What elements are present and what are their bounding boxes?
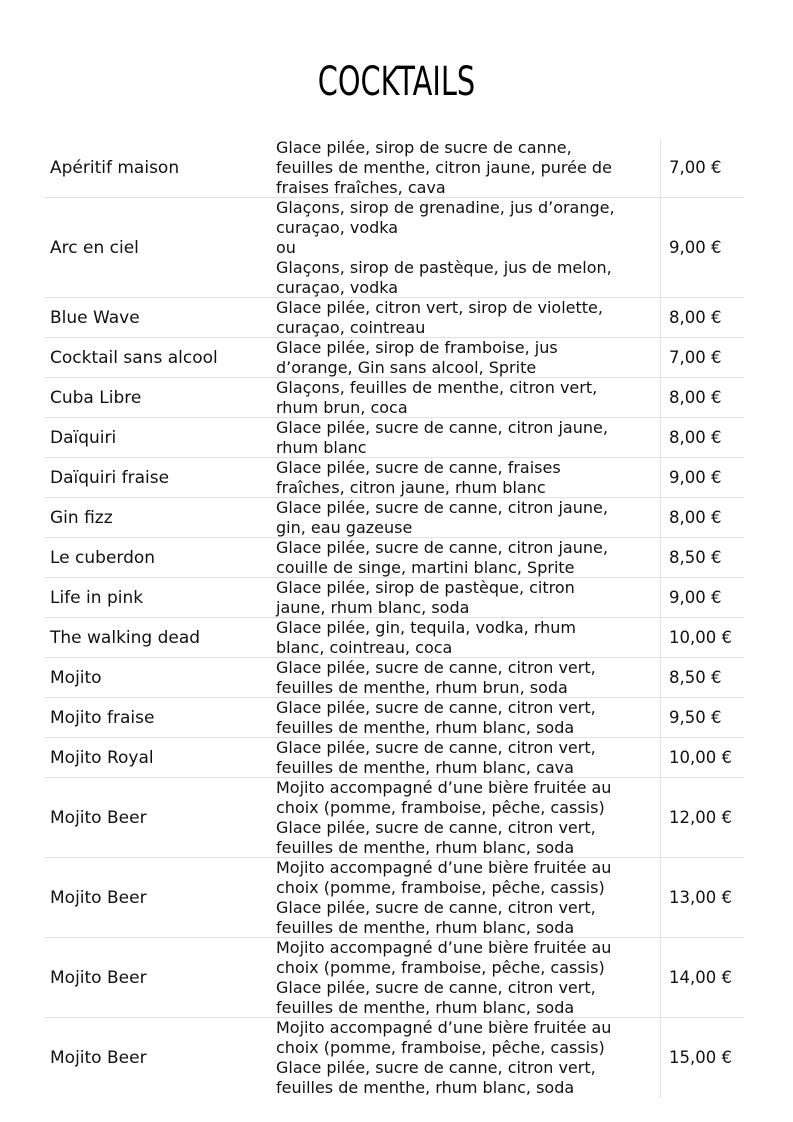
cocktail-name: Cuba Libre — [50, 387, 142, 408]
cocktail-ingredients-cell — [271, 138, 661, 197]
cocktail-ingredients-cell — [271, 658, 661, 697]
menu-row — [44, 778, 744, 858]
cocktail-name: Mojito — [50, 667, 102, 688]
cocktail-ingredients: Glace pilée, sucre de canne, citron vert, feuilles de menthe, rhum brun, soda — [276, 657, 596, 697]
menu-row — [44, 298, 744, 338]
cocktail-name: Apéritif maison — [50, 157, 180, 178]
cocktail-ingredients-cell — [271, 538, 661, 577]
cocktail-price: 9,00 € — [669, 237, 722, 257]
cocktail-name: Blue Wave — [50, 307, 140, 328]
cocktail-ingredients-cell — [271, 1018, 661, 1098]
cocktail-ingredients-cell — [271, 418, 661, 457]
cocktail-price: 14,00 € — [669, 967, 732, 987]
cocktail-name: Gin fizz — [50, 507, 113, 528]
cocktail-price: 9,00 € — [669, 587, 722, 607]
menu-row — [44, 138, 744, 198]
menu-row — [44, 338, 744, 378]
cocktail-price: 10,00 € — [669, 627, 732, 647]
cocktail-name: Le cuberdon — [50, 547, 156, 568]
cocktail-name: Mojito Royal — [50, 747, 154, 768]
cocktail-ingredients-cell — [271, 198, 661, 297]
menu-row — [44, 1018, 744, 1098]
cocktail-ingredients: Glaçons, sirop de grenadine, jus d’orange, curaçao, vodka ou Glaçons, sirop de pastèque, jus de melon, curaçao, vodka — [276, 197, 615, 297]
cocktail-ingredients: Glace pilée, sucre de canne, citron vert, feuilles de menthe, rhum blanc, cava — [276, 737, 596, 777]
cocktail-ingredients: Mojito accompagné d’une bière fruitée au choix (pomme, framboise, pêche, cassis) Glace pilée, sucre de canne, citron vert, feuilles de menthe, rhum blanc, soda — [276, 937, 612, 1017]
cocktail-name: Mojito Beer — [50, 807, 147, 828]
cocktail-ingredients-cell — [271, 498, 661, 537]
cocktail-price: 8,50 € — [669, 667, 722, 687]
cocktail-ingredients: Glace pilée, sirop de sucre de canne, feuilles de menthe, citron jaune, purée de fraises fraîches, cava — [276, 137, 612, 197]
cocktail-name: Daïquiri — [50, 427, 117, 448]
menu-row — [44, 738, 744, 778]
menu-row — [44, 698, 744, 738]
cocktail-price: 13,00 € — [669, 887, 732, 907]
cocktail-name: Mojito Beer — [50, 887, 147, 908]
cocktail-price: 8,00 € — [669, 427, 722, 447]
cocktail-name: The walking dead — [50, 627, 201, 648]
cocktail-name: Daïquiri fraise — [50, 467, 170, 488]
cocktail-ingredients-cell — [271, 698, 661, 737]
cocktail-ingredients-cell — [271, 578, 661, 617]
cocktail-ingredients-cell — [271, 938, 661, 1017]
menu-row — [44, 538, 744, 578]
cocktail-name: Mojito fraise — [50, 707, 155, 728]
cocktail-ingredients-cell — [271, 298, 661, 337]
cocktail-ingredients: Glaçons, feuilles de menthe, citron vert, rhum brun, coca — [276, 377, 598, 417]
cocktail-ingredients: Glace pilée, sucre de canne, citron jaune, couille de singe, martini blanc, Sprite — [276, 537, 608, 577]
cocktail-price: 8,50 € — [669, 547, 722, 567]
cocktail-ingredients: Mojito accompagné d’une bière fruitée au choix (pomme, framboise, pêche, cassis) Glace pilée, sucre de canne, citron vert, feuilles de menthe, rhum blanc, soda — [276, 777, 612, 857]
page-title: COCKTAILS — [317, 59, 476, 105]
cocktail-price: 9,50 € — [669, 707, 722, 727]
cocktail-ingredients: Mojito accompagné d’une bière fruitée au choix (pomme, framboise, pêche, cassis) Glace pilée, sucre de canne, citron vert, feuilles de menthe, rhum blanc, soda — [276, 857, 612, 937]
cocktail-price: 10,00 € — [669, 747, 732, 767]
cocktail-ingredients: Glace pilée, sirop de pastèque, citron jaune, rhum blanc, soda — [276, 577, 575, 617]
cocktail-ingredients-cell — [271, 858, 661, 937]
menu-row — [44, 198, 744, 298]
cocktail-price: 7,00 € — [669, 157, 722, 177]
cocktail-name: Mojito Beer — [50, 1048, 147, 1068]
cocktail-price: 8,00 € — [669, 507, 722, 527]
cocktail-ingredients: Glace pilée, sucre de canne, citron jaune, gin, eau gazeuse — [276, 497, 608, 537]
cocktail-price: 8,00 € — [669, 307, 722, 327]
cocktail-ingredients: Mojito accompagné d’une bière fruitée au choix (pomme, framboise, pêche, cassis) Glace pilée, sucre de canne, citron vert, feuilles de menthe, rhum blanc, soda — [276, 1018, 612, 1097]
cocktail-price: 7,00 € — [669, 347, 722, 367]
cocktail-name: Arc en ciel — [50, 237, 139, 258]
cocktail-ingredients: Glace pilée, citron vert, sirop de violette, curaçao, cointreau — [276, 297, 603, 337]
cocktail-ingredients: Glace pilée, sirop de framboise, jus d’orange, Gin sans alcool, Sprite — [276, 337, 558, 377]
cocktail-ingredients: Glace pilée, sucre de canne, citron jaune, rhum blanc — [276, 417, 608, 457]
menu-row — [44, 378, 744, 418]
menu-row — [44, 458, 744, 498]
menu-row — [44, 618, 744, 658]
cocktail-ingredients-cell — [271, 778, 661, 857]
menu-row — [44, 858, 744, 938]
cocktail-ingredients: Glace pilée, sucre de canne, fraises fraîches, citron jaune, rhum blanc — [276, 457, 561, 497]
cocktail-ingredients-cell — [271, 338, 661, 377]
cocktail-name: Mojito Beer — [50, 967, 147, 988]
cocktail-ingredients-cell — [271, 618, 661, 657]
menu-row — [44, 938, 744, 1018]
cocktail-ingredients-cell — [271, 738, 661, 777]
cocktail-ingredients: Glace pilée, sucre de canne, citron vert, feuilles de menthe, rhum blanc, soda — [276, 697, 596, 737]
cocktail-price: 12,00 € — [669, 807, 732, 827]
cocktail-price: 8,00 € — [669, 387, 722, 407]
menu-row — [44, 578, 744, 618]
cocktail-name: Cocktail sans alcool — [50, 347, 218, 368]
menu-row — [44, 658, 744, 698]
cocktail-ingredients-cell — [271, 378, 661, 417]
cocktail-ingredients: Glace pilée, gin, tequila, vodka, rhum blanc, cointreau, coca — [276, 617, 577, 657]
cocktail-name: Life in pink — [50, 587, 144, 608]
menu-row — [44, 498, 744, 538]
cocktail-price: 9,00 € — [669, 467, 722, 487]
menu-row — [44, 418, 744, 458]
cocktail-price: 15,00 € — [669, 1048, 732, 1067]
cocktail-ingredients-cell — [271, 458, 661, 497]
cocktail-menu-table — [44, 138, 744, 1098]
